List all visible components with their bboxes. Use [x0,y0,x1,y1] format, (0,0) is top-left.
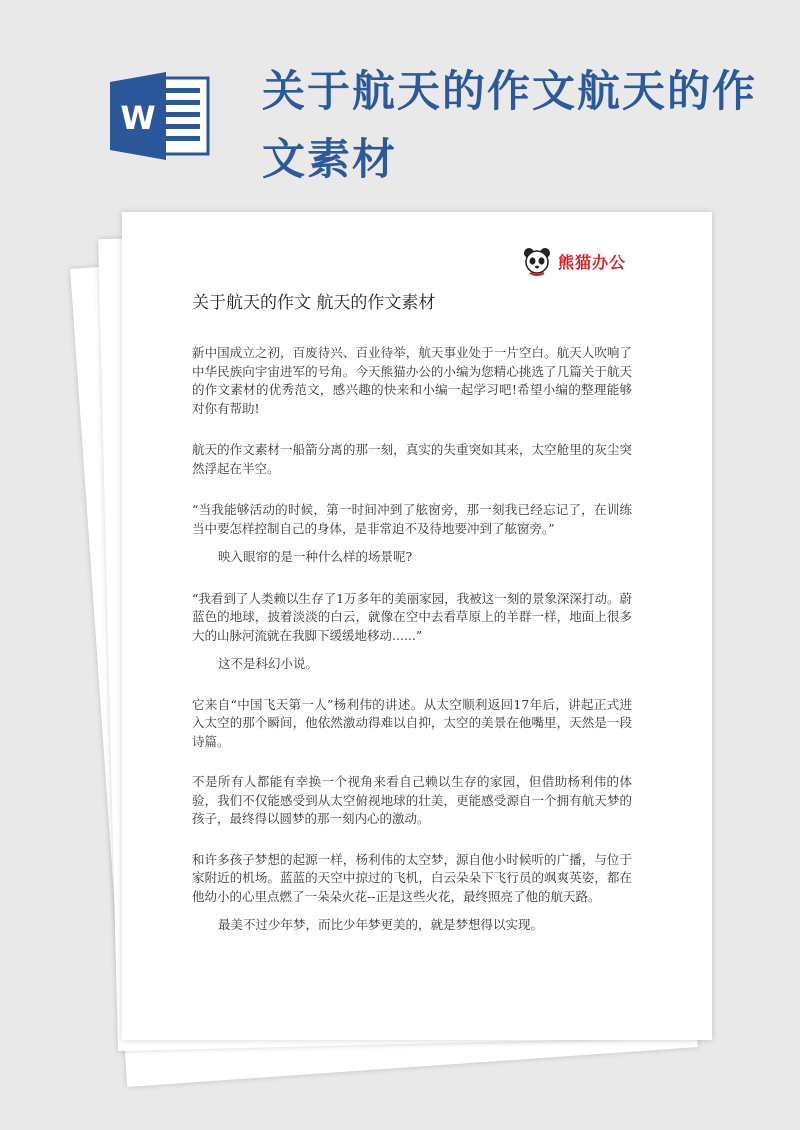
paragraph: “当我能够活动的时候，第一时间冲到了舷窗旁，那一刻我已经忘记了，在训练当中要怎样控制自己的身体，是非常迫不及待地要冲到了舷窗旁。” [192,502,632,536]
document-body [192,344,632,935]
document-page [122,212,712,1040]
paragraph: 不是所有人都能有幸换一个视角来看自己赖以生存的家园，但借助杨利伟的体验，我们不仅能感受到从太空俯视地球的壮美，更能感受源自一个拥有航天梦的孩子，最终得以圆梦的那一刻内心的激动。 [192,774,632,826]
word-document-icon [110,72,212,160]
logo-text: 熊猫办公 [558,252,627,272]
paragraph: 最美不过少年梦，而比少年梦更美的，就是梦想得以实现。 [218,917,544,932]
page-title: 关于航天的作文航天的作文素材 [262,67,757,185]
paragraph: 和许多孩子梦想的起源一样，杨利伟的太空梦，源自他小时候听的广播，与位于家附近的机场。蓝蓝的天空中掠过的飞机，白云朵朵下飞行员的飒爽英姿，都在他幼小的心里点燃了一朵朵火花--正是这些火花，最终照亮了他的航天路。 [192,851,632,904]
paragraph: 新中国成立之初，百废待兴、百业待举，航天事业处于一片空白。航天人吹响了中华民族向宇宙进军的号角。今天熊猫办公的小编为您精心挑选了几篇关于航天的作文素材的优秀范文，感兴趣的快来和小编一起学习吧!希望小编的整理能够对你有帮助! [192,345,632,416]
paragraph: 航天的作文素材一船箭分离的那一刻，真实的失重突如其来，太空舱里的灰尘突然浮起在半空。 [192,442,632,476]
brand-logo [522,246,626,276]
paragraph: 它来自“中国飞天第一人”杨利伟的讲述。从太空顺利返回17年后，讲起正式进入太空的那个瞬间，他依然激动得难以自抑，太空的美景在他嘴里，天然是一段诗篇。 [192,696,632,749]
document-title: 关于航天的作文 航天的作文素材 [192,293,436,313]
svg-text:W: W [120,99,156,137]
paragraph: “我看到了人类赖以生存了1万多年的美丽家园，我被这一刻的景象深深打动。蔚蓝色的地球，披着淡淡的白云，就像在空中去看草原上的羊群一样，地面上很多大的山脉河流就在我脚下缓缓地移动......” [192,590,632,643]
paragraph: 这不是科幻小说。 [218,656,319,671]
paragraph: 映入眼帘的是一种什么样的场景呢? [218,549,413,564]
panda-icon [522,246,552,276]
